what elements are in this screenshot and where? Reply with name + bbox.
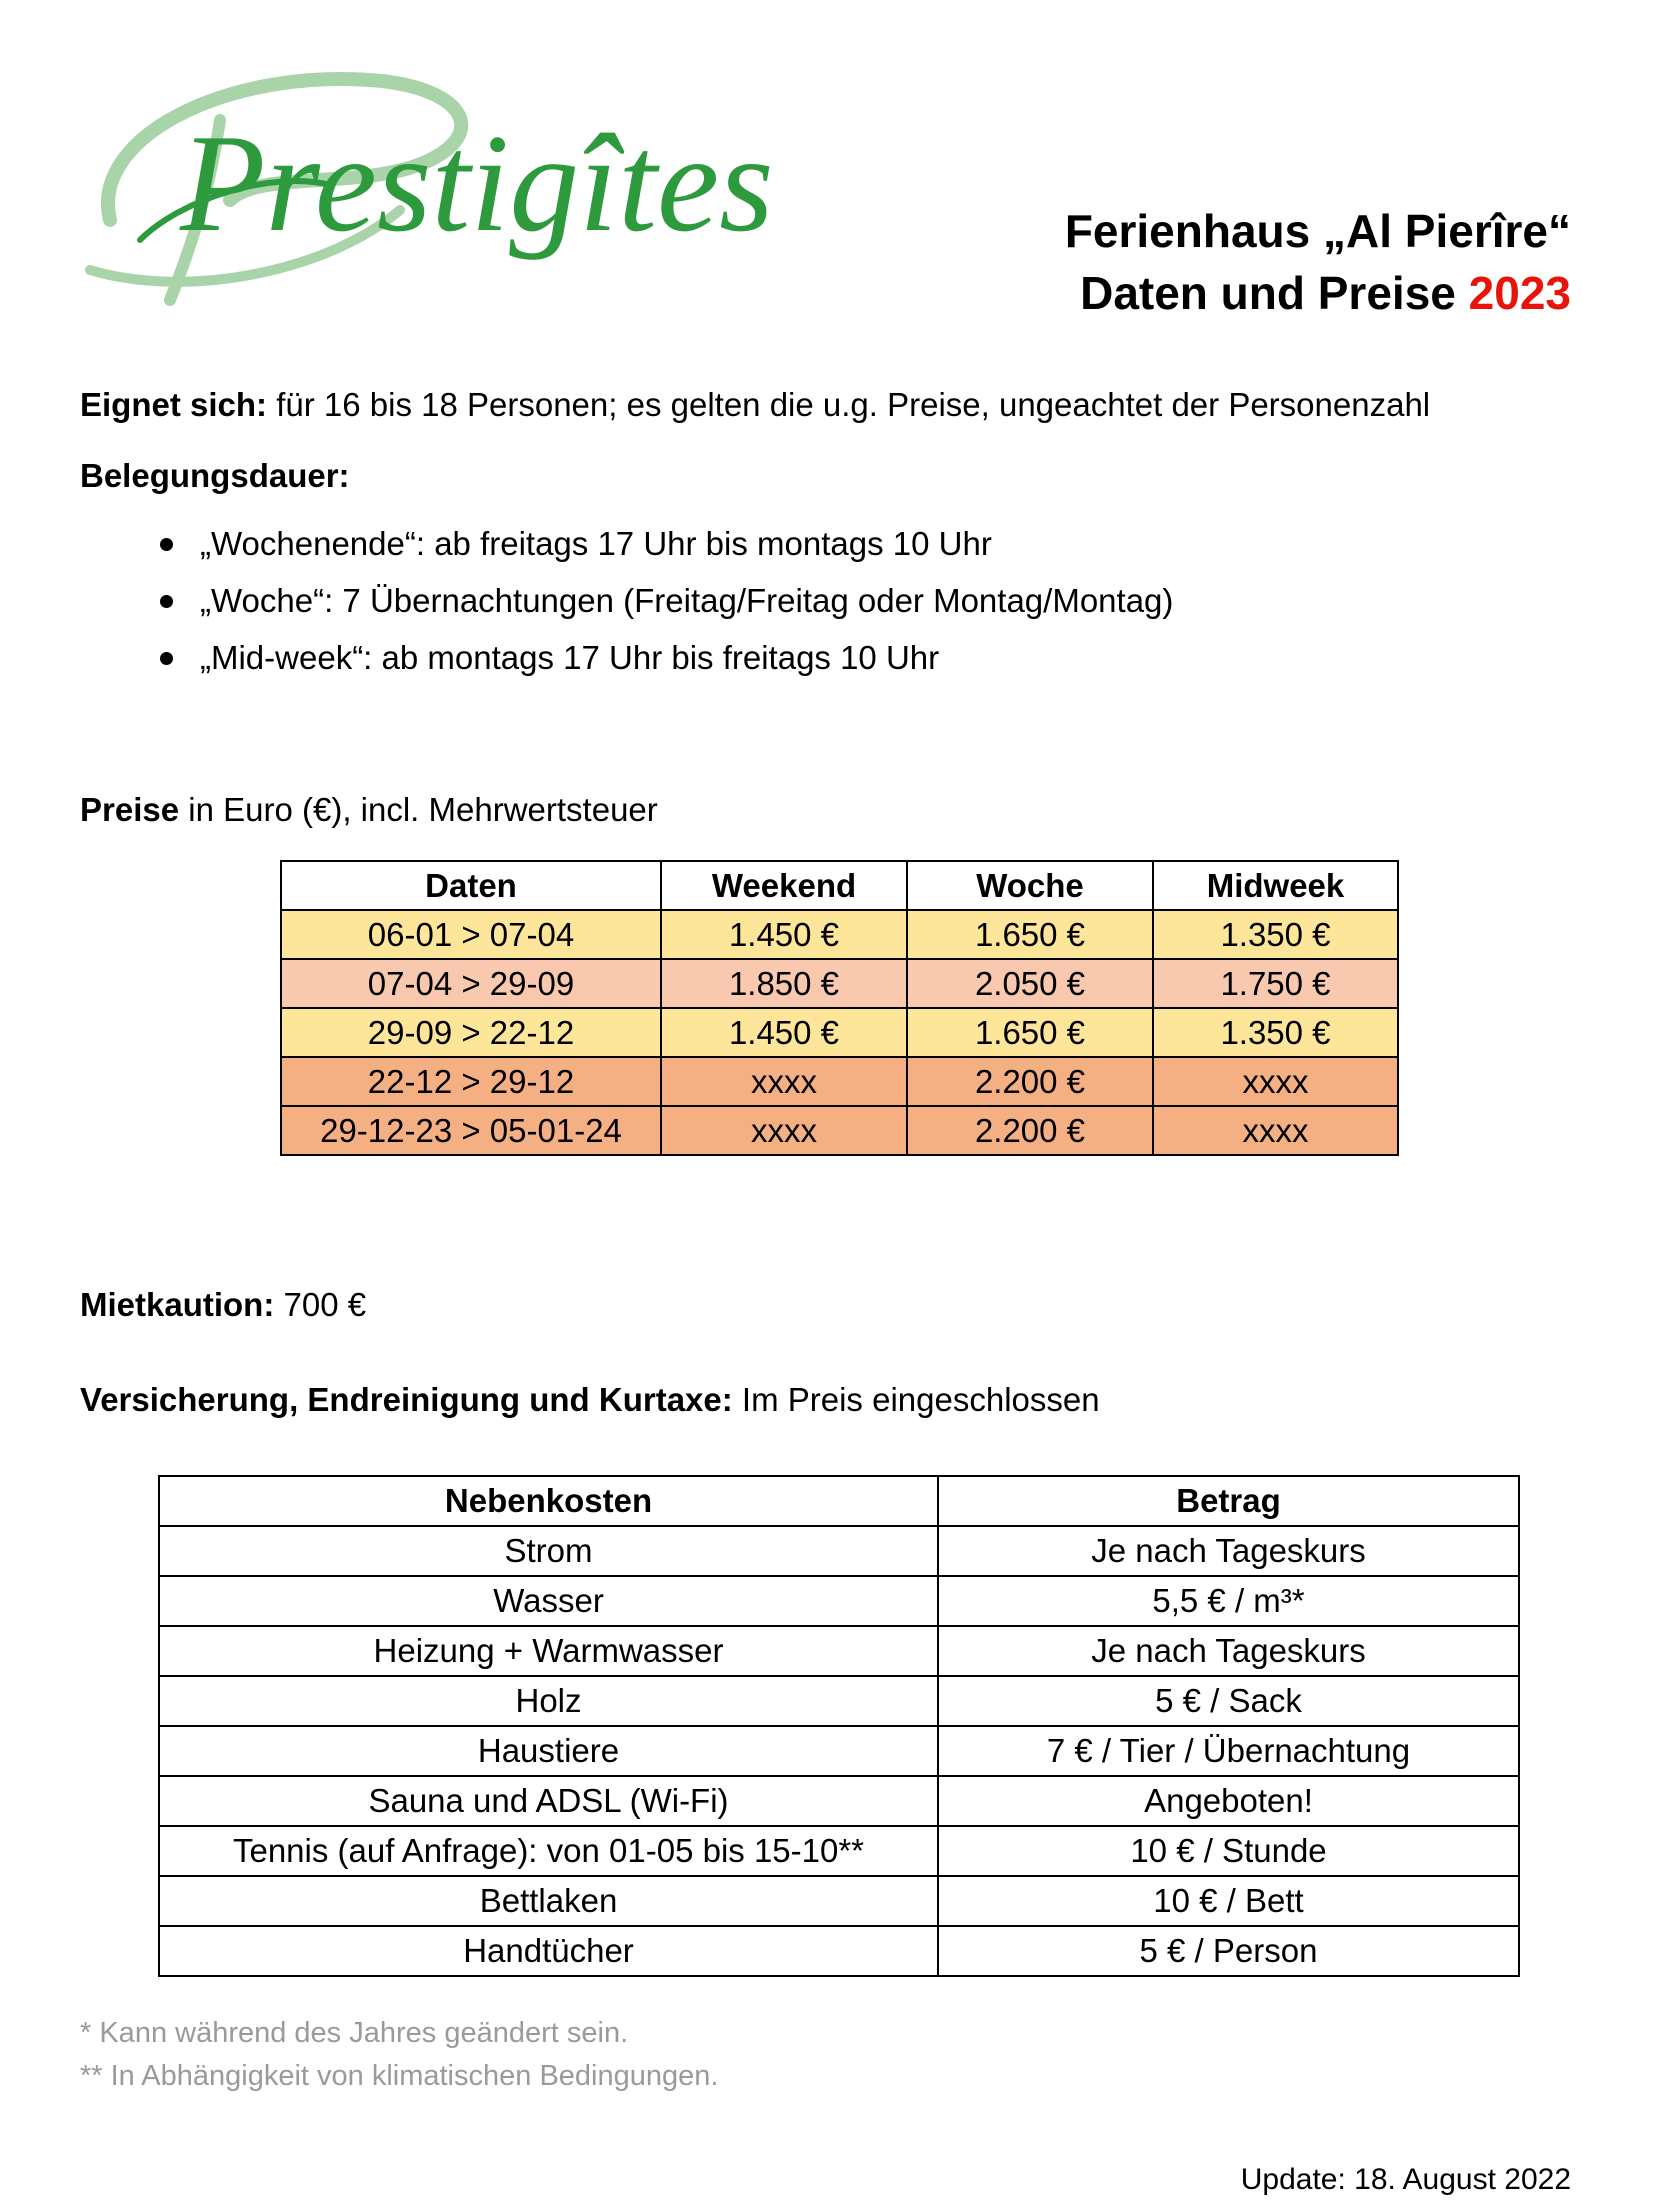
insurance-line — [80, 1380, 1100, 1420]
cost-amount: 5,5 € / m³* — [938, 1576, 1519, 1626]
cell-week: 1.650 € — [907, 910, 1153, 959]
table-row — [281, 1057, 1398, 1106]
table-row — [159, 1526, 1519, 1576]
header-item: Nebenkosten — [159, 1476, 938, 1526]
bullet-icon — [160, 652, 173, 665]
cell-dates: 22-12 > 29-12 — [281, 1057, 661, 1106]
cost-item: Bettlaken — [159, 1876, 938, 1926]
cell-dates: 29-09 > 22-12 — [281, 1008, 661, 1057]
cell-midweek: 1.350 € — [1153, 1008, 1398, 1057]
insurance-text: Im Preis eingeschlossen — [741, 1381, 1100, 1418]
update-date: Update: 18. August 2022 — [1240, 2163, 1571, 2196]
table-row — [159, 1576, 1519, 1626]
duration-item-text: „Woche“: 7 Übernachtungen (Freitag/Freitag oder Montag/Montag) — [200, 582, 1174, 619]
cell-midweek: 1.350 € — [1153, 910, 1398, 959]
logo-text: Prestigîtes — [180, 106, 774, 261]
cost-item: Haustiere — [159, 1726, 938, 1776]
header-weekend: Weekend — [661, 861, 907, 910]
duration-item-text: „Mid-week“: ab montags 17 Uhr bis freitags 10 Uhr — [200, 639, 940, 676]
cell-weekend: xxxx — [661, 1057, 907, 1106]
deposit-value: 700 € — [283, 1286, 367, 1323]
table-row — [281, 959, 1398, 1008]
duration-list — [130, 524, 1173, 695]
cost-amount: Angeboten! — [938, 1776, 1519, 1826]
cell-weekend: xxxx — [661, 1106, 907, 1155]
header-dates: Daten — [281, 861, 661, 910]
cost-amount: 5 € / Sack — [938, 1676, 1519, 1726]
cost-item: Handtücher — [159, 1926, 938, 1976]
cell-week: 2.200 € — [907, 1106, 1153, 1155]
header-amount: Betrag — [938, 1476, 1519, 1526]
cell-weekend: 1.450 € — [661, 1008, 907, 1057]
cell-midweek: 1.750 € — [1153, 959, 1398, 1008]
table-row — [159, 1776, 1519, 1826]
prestigites-logo — [70, 50, 790, 330]
cost-amount: 7 € / Tier / Übernachtung — [938, 1726, 1519, 1776]
cell-dates: 29-12-23 > 05-01-24 — [281, 1106, 661, 1155]
cost-item: Sauna und ADSL (Wi-Fi) — [159, 1776, 938, 1826]
cost-item: Heizung + Warmwasser — [159, 1626, 938, 1676]
title-year: 2023 — [1468, 267, 1571, 319]
costs-table-header — [159, 1476, 1519, 1526]
table-row — [281, 1106, 1398, 1155]
table-row — [159, 1876, 1519, 1926]
cost-item: Holz — [159, 1676, 938, 1726]
prices-label: Preise — [80, 791, 180, 828]
deposit-line — [80, 1285, 366, 1325]
cost-item: Wasser — [159, 1576, 938, 1626]
table-row — [281, 910, 1398, 959]
duration-item — [130, 581, 1173, 621]
price-table — [280, 860, 1399, 1156]
footnote-1: * Kann während des Jahres geändert sein. — [80, 2017, 629, 2049]
duration-item — [130, 524, 1173, 564]
cell-midweek: xxxx — [1153, 1106, 1398, 1155]
prices-text: in Euro (€), incl. Mehrwertsteuer — [188, 791, 658, 828]
cell-week: 1.650 € — [907, 1008, 1153, 1057]
duration-item-text: „Wochenende“: ab freitags 17 Uhr bis montags 10 Uhr — [200, 525, 992, 562]
table-row — [159, 1926, 1519, 1976]
cost-item: Tennis (auf Anfrage): von 01-05 bis 15-10** — [159, 1826, 938, 1876]
footnote-2: ** In Abhängigkeit von klimatischen Bedingungen. — [80, 2060, 719, 2092]
bullet-icon — [160, 538, 173, 551]
cell-dates: 07-04 > 29-09 — [281, 959, 661, 1008]
cell-weekend: 1.850 € — [661, 959, 907, 1008]
title-line-1: Ferienhaus „Al Pierîre“ — [1064, 205, 1571, 257]
bullet-icon — [160, 595, 173, 608]
cell-weekend: 1.450 € — [661, 910, 907, 959]
cell-dates: 06-01 > 07-04 — [281, 910, 661, 959]
cell-week: 2.200 € — [907, 1057, 1153, 1106]
duration-label: Belegungsdauer: — [80, 457, 350, 494]
cost-amount: 10 € / Bett — [938, 1876, 1519, 1926]
price-table-header — [281, 861, 1398, 910]
cell-week: 2.050 € — [907, 959, 1153, 1008]
cost-amount: 5 € / Person — [938, 1926, 1519, 1976]
cost-amount: Je nach Tageskurs — [938, 1526, 1519, 1576]
table-row — [159, 1676, 1519, 1726]
table-row — [159, 1626, 1519, 1676]
header-midweek: Midweek — [1153, 861, 1398, 910]
table-row — [159, 1726, 1519, 1776]
document-title — [1065, 200, 1571, 324]
title-line-2 — [1065, 262, 1571, 324]
title-text: Daten und Preise — [1080, 267, 1456, 319]
cost-amount: 10 € / Stunde — [938, 1826, 1519, 1876]
prices-line — [80, 790, 658, 830]
cell-midweek: xxxx — [1153, 1057, 1398, 1106]
suitable-line — [80, 385, 1430, 425]
suitable-label: Eignet sich: — [80, 386, 268, 423]
duration-item — [130, 638, 1173, 678]
header-week: Woche — [907, 861, 1153, 910]
cost-amount: Je nach Tageskurs — [938, 1626, 1519, 1676]
additional-costs-table — [158, 1475, 1520, 1977]
insurance-label: Versicherung, Endreinigung und Kurtaxe: — [80, 1381, 733, 1418]
cost-item: Strom — [159, 1526, 938, 1576]
deposit-label: Mietkaution: — [80, 1286, 275, 1323]
table-row — [159, 1826, 1519, 1876]
suitable-text: für 16 bis 18 Personen; es gelten die u.g. Preise, ungeachtet der Personenzahl — [276, 386, 1431, 423]
table-row — [281, 1008, 1398, 1057]
